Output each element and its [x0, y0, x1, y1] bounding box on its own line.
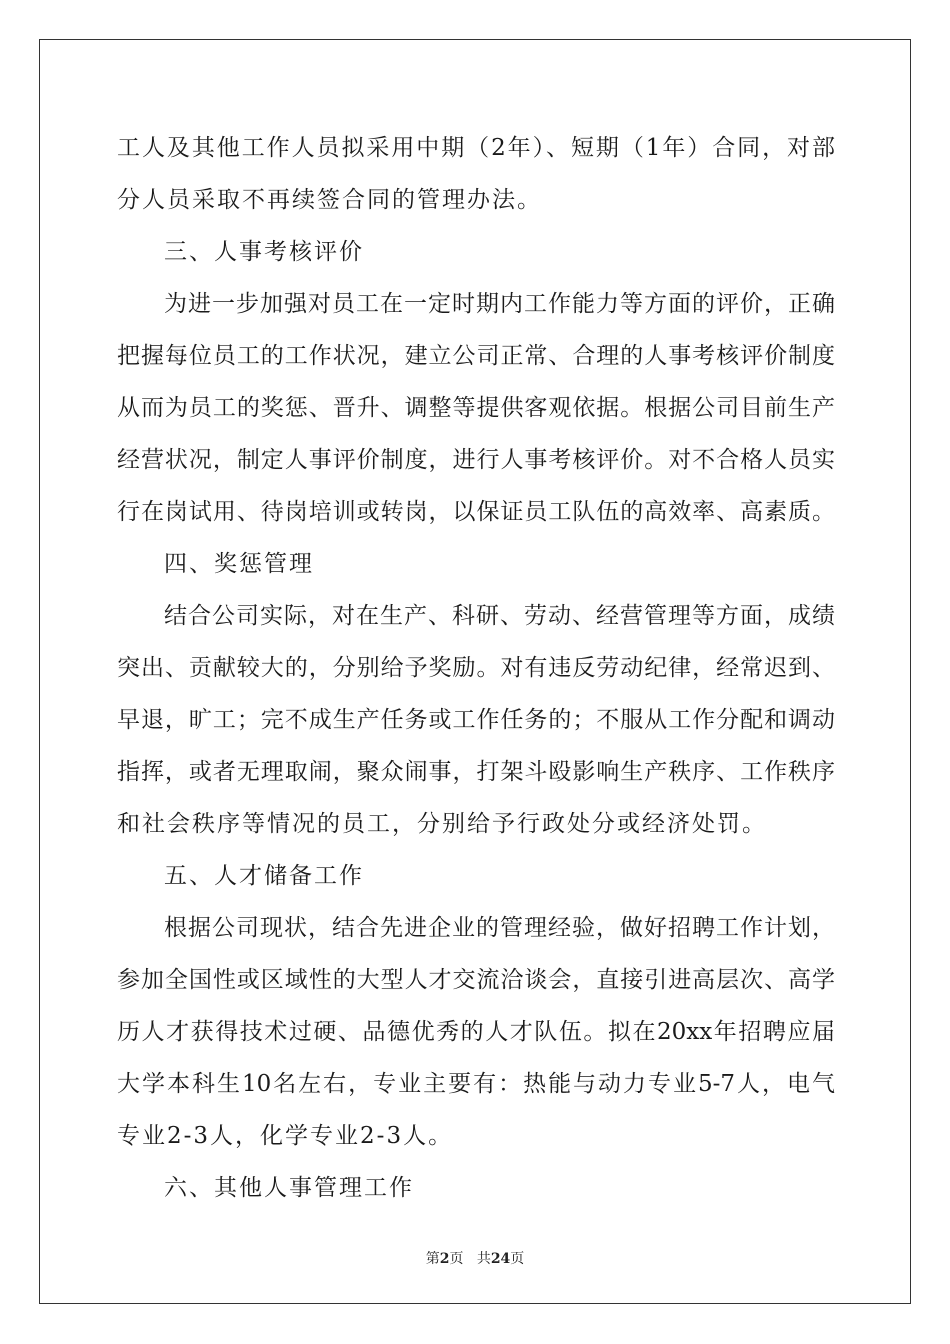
paragraph-line: 早退，旷工；完不成生产任务或工作任务的；不服从工作分配和调动 [117, 707, 835, 733]
paragraph-line: 历人才获得技术过硬、品德优秀的人才队伍。拟在20xx年招聘应届 [117, 1019, 835, 1045]
section-heading: 六、其他人事管理工作 [164, 1175, 414, 1201]
total-pages: 24 [490, 1251, 511, 1267]
paragraph-line: 行在岗试用、待岗培训或转岗，以保证员工队伍的高效率、高素质。 [117, 499, 835, 525]
total-suffix: 页 [510, 1251, 525, 1267]
total-prefix: 共 [476, 1251, 491, 1267]
paragraph-line: 指挥，或者无理取闹，聚众闹事，打架斗殴影响生产秩序、工作秩序 [117, 759, 835, 785]
section-heading: 四、奖惩管理 [164, 551, 314, 577]
section-heading: 三、人事考核评价 [164, 239, 364, 265]
section-heading: 五、人才储备工作 [164, 863, 364, 889]
page-prefix: 第 [425, 1251, 440, 1267]
paragraph-line: 工人及其他工作人员拟采用中期（2年）、短期（1年）合同，对部 [117, 135, 835, 161]
paragraph-line: 从而为员工的奖惩、晋升、调整等提供客观依据。根据公司目前生产 [117, 395, 835, 421]
paragraph-line: 结合公司实际，对在生产、科研、劳动、经营管理等方面，成绩 [164, 603, 835, 629]
page-footer [0, 1248, 950, 1268]
paragraph-line: 参加全国性或区域性的大型人才交流洽谈会，直接引进高层次、高学 [117, 967, 835, 993]
paragraph-line: 分人员采取不再续签合同的管理办法。 [117, 187, 542, 213]
paragraph-line: 和社会秩序等情况的员工，分别给予行政处分或经济处罚。 [117, 811, 767, 837]
paragraph-line: 专业2-3人，化学专业2-3人。 [117, 1123, 454, 1149]
paragraph-line: 为进一步加强对员工在一定时期内工作能力等方面的评价，正确 [164, 291, 835, 317]
page-number: 2 [439, 1251, 450, 1267]
paragraph-line: 把握每位员工的工作状况，建立公司正常、合理的人事考核评价制度 [117, 343, 835, 369]
paragraph-line: 突出、贡献较大的，分别给予奖励。对有违反劳动纪律，经常迟到、 [117, 655, 835, 681]
document-body [117, 128, 835, 1220]
paragraph-line: 经营状况，制定人事评价制度，进行人事考核评价。对不合格人员实 [117, 447, 835, 473]
paragraph-line: 大学本科生10名左右，专业主要有：热能与动力专业5-7人，电气 [117, 1071, 835, 1097]
paragraph-line: 根据公司现状，结合先进企业的管理经验，做好招聘工作计划， [164, 915, 835, 941]
page-suffix: 页 [449, 1251, 464, 1267]
